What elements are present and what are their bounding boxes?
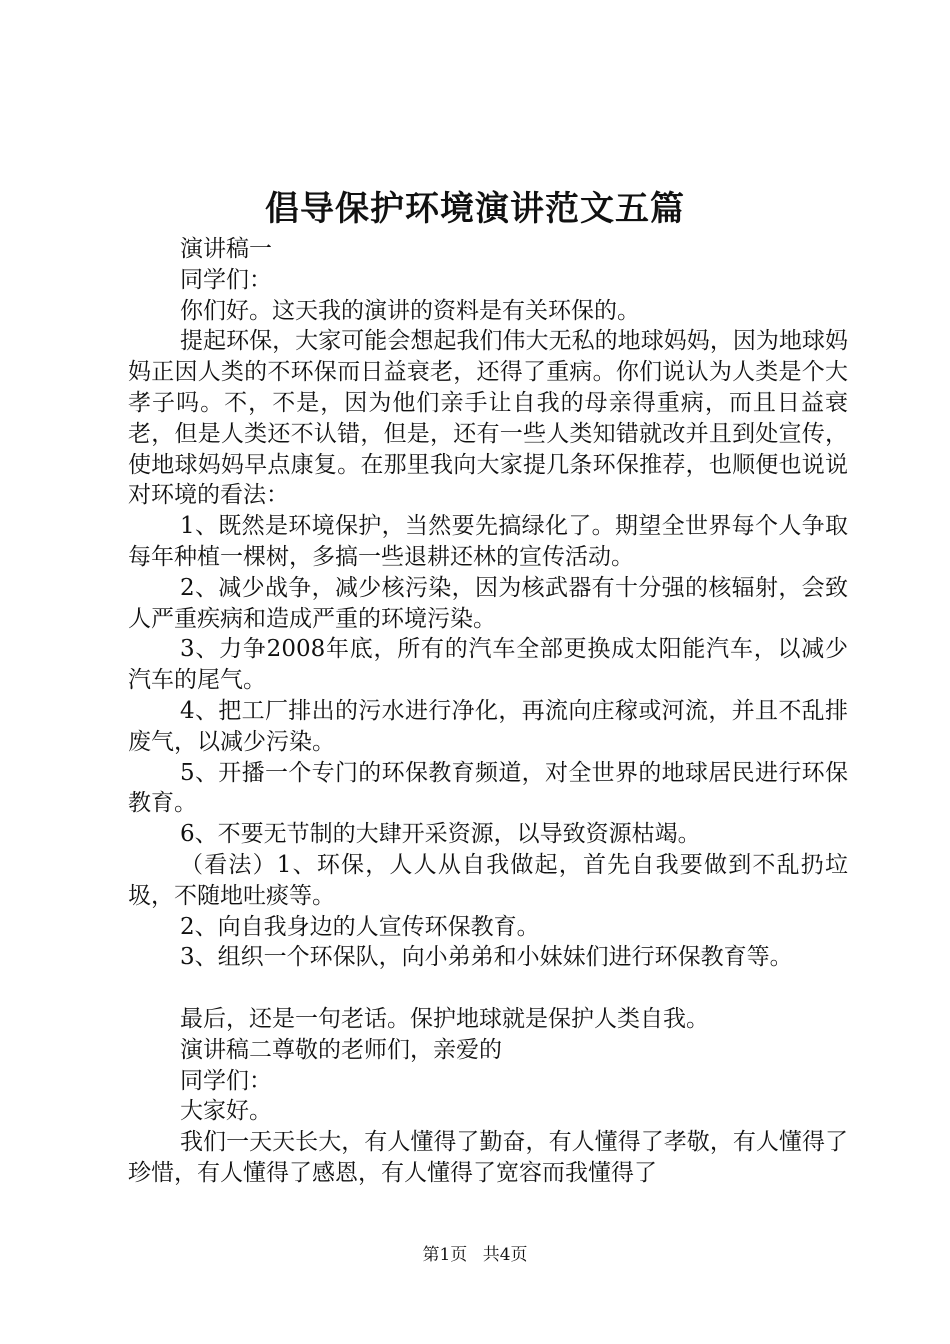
page-footer xyxy=(0,1244,950,1266)
document-body xyxy=(128,234,848,1189)
paragraph: 2、减少战争，减少核污染，因为核武器有十分强的核辐射，会致人严重疾病和造成严重的环境污染。 xyxy=(128,574,848,632)
paragraph: 2、向自我身边的人宣传环保教育。 xyxy=(180,913,540,940)
paragraph: 3、力争2008年底，所有的汽车全部更换成太阳能汽车，以减少汽车的尾气。 xyxy=(128,636,848,694)
paragraph: 6、不要无节制的大肆开采资源，以导致资源枯竭。 xyxy=(180,821,701,848)
paragraph: 演讲稿一 xyxy=(180,236,272,262)
paragraph: （看法）1、环保，人人从自我做起，首先自我要做到不乱扔垃圾，不随地吐痰等。 xyxy=(128,851,848,909)
paragraph: 5、开播一个专门的环保教育频道，对全世界的地球居民进行环保教育。 xyxy=(128,759,848,817)
paragraph: 你们好。这天我的演讲的资料是有关环保的。 xyxy=(180,297,640,324)
paragraph: 大家好。 xyxy=(180,1098,272,1125)
document-title: 倡导保护环境演讲范文五篇 xyxy=(265,189,685,229)
paragraph: 4、把工厂排出的污水进行净化，再流向庄稼或河流，并且不乱排废气，以减少污染。 xyxy=(128,697,848,755)
paragraph: 最后，还是一句老话。保护地球就是保护人类自我。 xyxy=(180,1005,709,1032)
paragraph: 3、组织一个环保队，向小弟弟和小妹妹们进行环保教育等。 xyxy=(180,944,793,971)
page-total: 共4页 xyxy=(482,1245,528,1265)
paragraph: 提起环保，大家可能会想起我们伟大无私的地球妈妈，因为地球妈妈正因人类的不环保而日益衰老，还得了重病。你们说认为人类是个大孝子吗。不，不是，因为他们亲手让自我的母亲得重病，而且日益衰老，但是人类还不认错，但是，还有一些人类知错就改并且到处宣传，使地球妈妈早点康复。在那里我向大家提几条环保推荐，也顺便也说说对环境的看法： xyxy=(128,328,848,509)
page-number: 第1页 xyxy=(422,1245,468,1265)
paragraph: 同学们： xyxy=(180,1067,272,1094)
paragraph: 我们一天天长大，有人懂得了勤奋，有人懂得了孝敬，有人懂得了珍惜，有人懂得了感恩，有人懂得了宽容而我懂得了 xyxy=(128,1129,848,1186)
paragraph: 1、既然是环境保护，当然要先搞绿化了。期望全世界每个人争取每年种植一棵树，多搞一些退耕还林的宣传活动。 xyxy=(128,513,848,570)
paragraph: 同学们： xyxy=(180,266,272,293)
paragraph: 演讲稿二尊敬的老师们，亲爱的 xyxy=(180,1036,502,1063)
